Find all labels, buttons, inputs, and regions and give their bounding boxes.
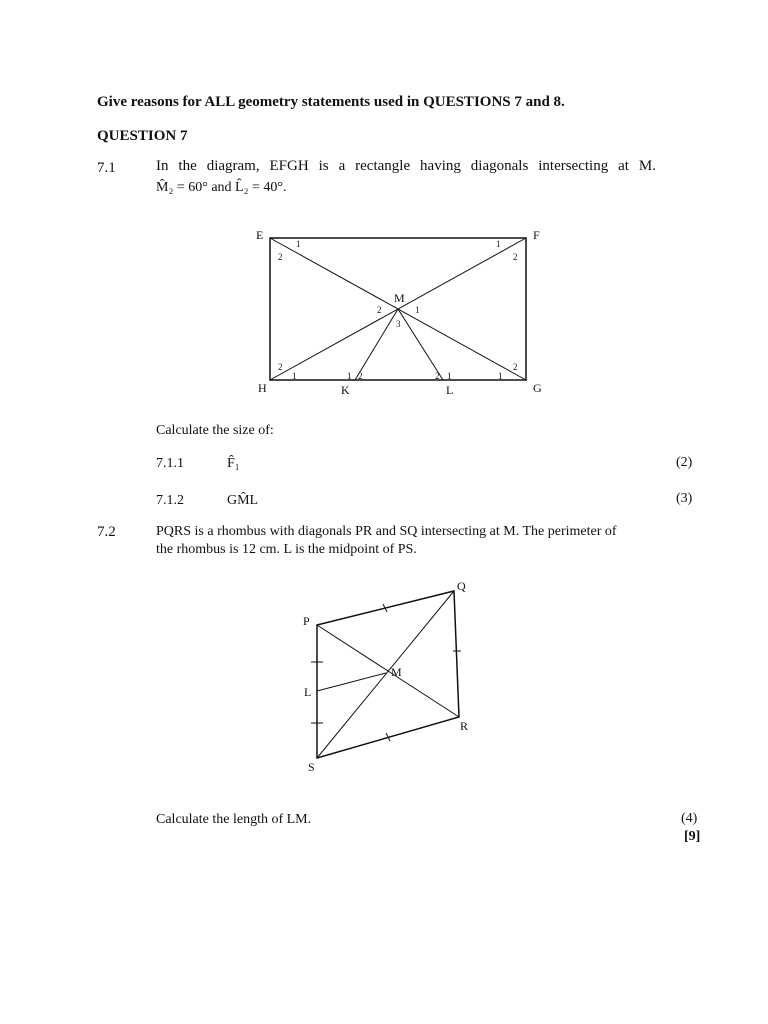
- q712-number: 7.1.2: [156, 493, 184, 508]
- vertex-g: G: [533, 381, 542, 395]
- vertex-f: F: [533, 228, 540, 242]
- q72-line2: the rhombus is 12 cm. L is the midpoint of PS.: [156, 542, 417, 557]
- q712-marks: (3): [676, 491, 693, 506]
- rhombus-pqrs: [317, 591, 459, 758]
- vertex-e: E: [256, 228, 264, 242]
- vertex-s: S: [308, 760, 315, 774]
- instructions: Give reasons for ALL geometry statements used in QUESTIONS 7 and 8.: [97, 94, 565, 110]
- angle-l1: 1: [447, 371, 452, 381]
- question-title: QUESTION 7: [97, 128, 188, 144]
- vertex-l: L: [446, 383, 454, 397]
- angle-m1: 1: [415, 305, 420, 315]
- diagonal-sq: [317, 591, 454, 758]
- vertex-m: M: [394, 291, 405, 305]
- vertex-m: M: [391, 665, 402, 679]
- angle-k2: 2: [358, 371, 363, 381]
- vertex-k: K: [341, 383, 350, 397]
- angle-f1: 1: [496, 239, 501, 249]
- angle-g2: 2: [513, 362, 518, 372]
- angle-e2: 2: [278, 252, 283, 262]
- q71-line1: In the diagram, EFGH is a rectangle having diagonals intersecting at M.: [156, 158, 656, 174]
- angle-e1: 1: [296, 239, 301, 249]
- vertex-r: R: [460, 719, 469, 733]
- q71-prompt: Calculate the size of:: [156, 423, 274, 438]
- q72-number: 7.2: [97, 524, 116, 540]
- vertex-q: Q: [457, 579, 466, 593]
- vertex-h: H: [258, 381, 267, 395]
- angle-h1: 1: [292, 371, 297, 381]
- angle-h2: 2: [278, 362, 283, 372]
- q711-text: F̂₁: [227, 456, 240, 471]
- question-total: [9]: [684, 829, 701, 844]
- segment-lm: [317, 673, 386, 691]
- segment-mk: [355, 309, 398, 380]
- q72-marks: (4): [681, 811, 698, 826]
- angle-m2: 2: [377, 305, 382, 315]
- q711-number: 7.1.1: [156, 456, 184, 471]
- vertex-l: L: [304, 685, 312, 699]
- q71-line2: M̂₂ = 60° and L̂₂ = 40°.: [156, 180, 287, 195]
- angle-g1: 1: [498, 371, 503, 381]
- angle-l2: 2: [435, 371, 440, 381]
- angle-k1: 1: [347, 371, 352, 381]
- segment-ml: [398, 309, 443, 380]
- q72-line1: PQRS is a rhombus with diagonals PR and SQ intersecting at M. The perimeter of: [156, 524, 617, 539]
- rectangle-diagram: [250, 222, 550, 402]
- q711-marks: (2): [676, 455, 693, 470]
- rhombus-diagram: [290, 575, 490, 775]
- angle-f2: 2: [513, 252, 518, 262]
- q71-number: 7.1: [97, 160, 116, 176]
- q712-text: GM̂L: [227, 493, 259, 508]
- angle-m3: 3: [396, 319, 401, 329]
- vertex-p: P: [303, 614, 310, 628]
- q72-prompt: Calculate the length of LM.: [156, 812, 312, 827]
